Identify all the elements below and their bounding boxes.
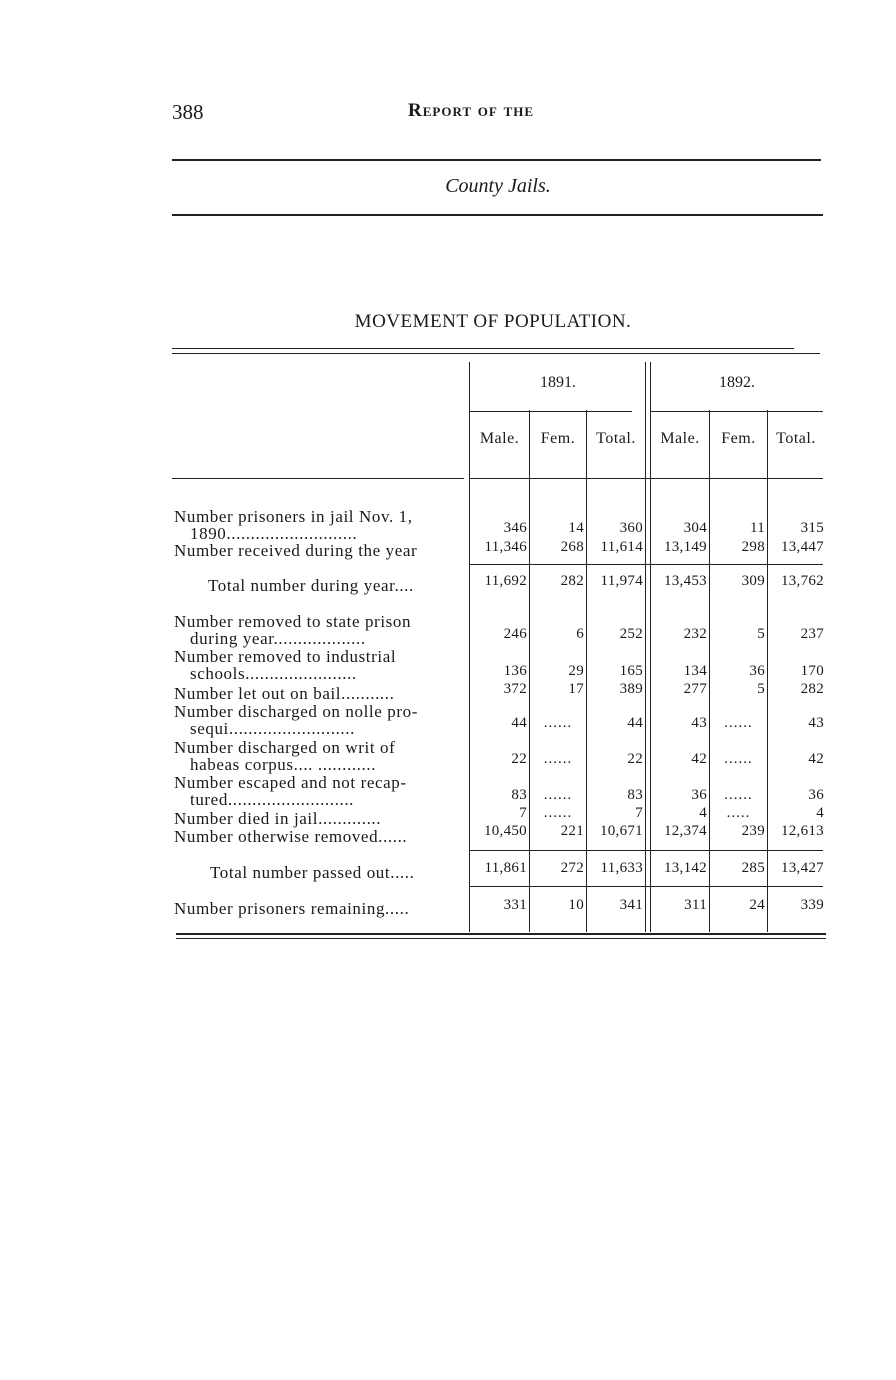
- cell: 36: [691, 787, 707, 803]
- col-header-fem-1891: Fem.: [540, 430, 576, 447]
- cell: 11,346: [484, 539, 527, 555]
- cell: 282: [560, 573, 584, 589]
- cell: 232: [683, 626, 707, 642]
- cell: 13,447: [780, 539, 824, 555]
- cell: 277: [683, 681, 707, 697]
- cell: 43: [691, 715, 707, 731]
- cell: 29: [568, 663, 584, 679]
- cell: 44: [511, 715, 527, 731]
- cell: 14: [568, 520, 584, 536]
- subtotal-rule: [470, 850, 823, 851]
- cell-empty: ......: [543, 715, 573, 731]
- cell: 170: [800, 663, 824, 679]
- cell: 13,149: [663, 539, 707, 555]
- subtotal-rule: [470, 564, 823, 565]
- row-label: Total number passed out.....: [210, 863, 415, 882]
- cell: 83: [511, 787, 527, 803]
- cell: 13,142: [663, 860, 707, 876]
- cell: 5: [757, 626, 765, 642]
- cell: 134: [683, 663, 707, 679]
- header-rule-bottom: [172, 214, 823, 216]
- cell-empty: ......: [543, 805, 573, 821]
- cell: 11,974: [600, 573, 643, 589]
- cell: 11,692: [484, 573, 527, 589]
- cell: 43: [808, 715, 824, 731]
- cell: 282: [800, 681, 824, 697]
- table-top-rule: [172, 348, 794, 349]
- cell: 315: [800, 520, 824, 536]
- cell: 346: [503, 520, 527, 536]
- cell: 4: [699, 805, 707, 821]
- section-title: County Jails.: [445, 175, 551, 197]
- cell: 13,453: [663, 573, 707, 589]
- col-divider: [645, 362, 646, 932]
- row-label: Number discharged on nolle pro- sequi..........................: [174, 702, 418, 738]
- cell: 239: [741, 823, 765, 839]
- header-underline: [470, 478, 823, 479]
- cell: 12,374: [663, 823, 707, 839]
- cell: 42: [808, 751, 824, 767]
- col-header-male-1892: Male.: [660, 430, 700, 447]
- cell: 309: [741, 573, 765, 589]
- cell: 341: [619, 897, 643, 913]
- row-label: Number discharged on writ of habeas corpus.... ............: [174, 738, 396, 774]
- page-number: 388: [172, 100, 204, 124]
- cell: 10: [568, 897, 584, 913]
- cell: 11: [749, 520, 765, 536]
- cell: 7: [635, 805, 643, 821]
- table-title: MOVEMENT OF POPULATION.: [354, 311, 632, 332]
- cell: 13,427: [780, 860, 824, 876]
- table-bottom-rule: [176, 933, 826, 935]
- col-header-total-1891: Total.: [596, 430, 636, 447]
- cell: 36: [808, 787, 824, 803]
- row-label: Number prisoners in jail Nov. 1, 1890...........................: [174, 507, 413, 543]
- row-label: Number let out on bail...........: [174, 684, 395, 703]
- cell: 11,614: [600, 539, 643, 555]
- cell: 221: [560, 823, 584, 839]
- cell: 6: [576, 626, 584, 642]
- cell: 5: [757, 681, 765, 697]
- subtotal-rule: [470, 886, 823, 887]
- year-underline: [651, 411, 823, 412]
- cell: 389: [619, 681, 643, 697]
- year-header-1892: 1892.: [719, 374, 755, 391]
- year-underline: [470, 411, 632, 412]
- cell-empty: ......: [724, 751, 753, 767]
- cell: 4: [816, 805, 824, 821]
- cell: 11,861: [484, 860, 527, 876]
- cell: 252: [619, 626, 643, 642]
- cell-empty: ......: [543, 751, 573, 767]
- header-rule-top: [172, 159, 821, 161]
- cell: 24: [749, 897, 765, 913]
- col-header-total-1892: Total.: [776, 430, 816, 447]
- cell: 22: [627, 751, 643, 767]
- row-label: Total number during year....: [208, 576, 414, 595]
- cell: 12,613: [780, 823, 824, 839]
- cell: 360: [619, 520, 643, 536]
- cell: 165: [619, 663, 643, 679]
- col-header-fem-1892: Fem.: [721, 430, 756, 447]
- cell: 298: [741, 539, 765, 555]
- row-label: Number removed to state prison during year...................: [174, 612, 412, 648]
- cell: 44: [627, 715, 643, 731]
- cell: 372: [503, 681, 527, 697]
- header-underline: [172, 478, 464, 479]
- cell: 42: [691, 751, 707, 767]
- cell: 11,633: [600, 860, 643, 876]
- cell: 339: [800, 897, 824, 913]
- cell: 268: [560, 539, 584, 555]
- row-label: Number escaped and not recap- tured..........................: [174, 773, 407, 809]
- cell: 246: [503, 626, 527, 642]
- cell: 311: [684, 897, 707, 913]
- row-label: Number removed to industrial schools.......................: [174, 647, 397, 683]
- cell: 22: [511, 751, 527, 767]
- year-header-1891: 1891.: [540, 374, 576, 391]
- col-header-male-1891: Male.: [479, 430, 520, 447]
- cell: 17: [568, 681, 584, 697]
- cell: 136: [503, 663, 527, 679]
- cell: 10,671: [599, 823, 643, 839]
- cell: 285: [741, 860, 765, 876]
- cell: 36: [749, 663, 765, 679]
- cell: 331: [503, 897, 527, 913]
- cell: 272: [560, 860, 584, 876]
- cell: 7: [519, 805, 527, 821]
- row-label: Number died in jail.............: [174, 809, 382, 828]
- cell: 83: [627, 787, 643, 803]
- cell-empty: ......: [724, 715, 753, 731]
- cell-empty: ......: [543, 787, 573, 803]
- cell: 304: [683, 520, 707, 536]
- cell-empty: ......: [724, 787, 753, 803]
- table-top-rule-2: [172, 353, 820, 354]
- row-label: Number prisoners remaining.....: [174, 899, 410, 918]
- table-bottom-rule-2: [176, 938, 826, 939]
- cell: 13,762: [780, 573, 824, 589]
- row-label: Number otherwise removed......: [174, 827, 408, 846]
- cell: 237: [800, 626, 824, 642]
- cell: 10,450: [483, 823, 527, 839]
- running-head: Report of the: [408, 100, 535, 121]
- cell-empty: .....: [726, 805, 751, 821]
- row-label: Number received during the year: [174, 541, 418, 560]
